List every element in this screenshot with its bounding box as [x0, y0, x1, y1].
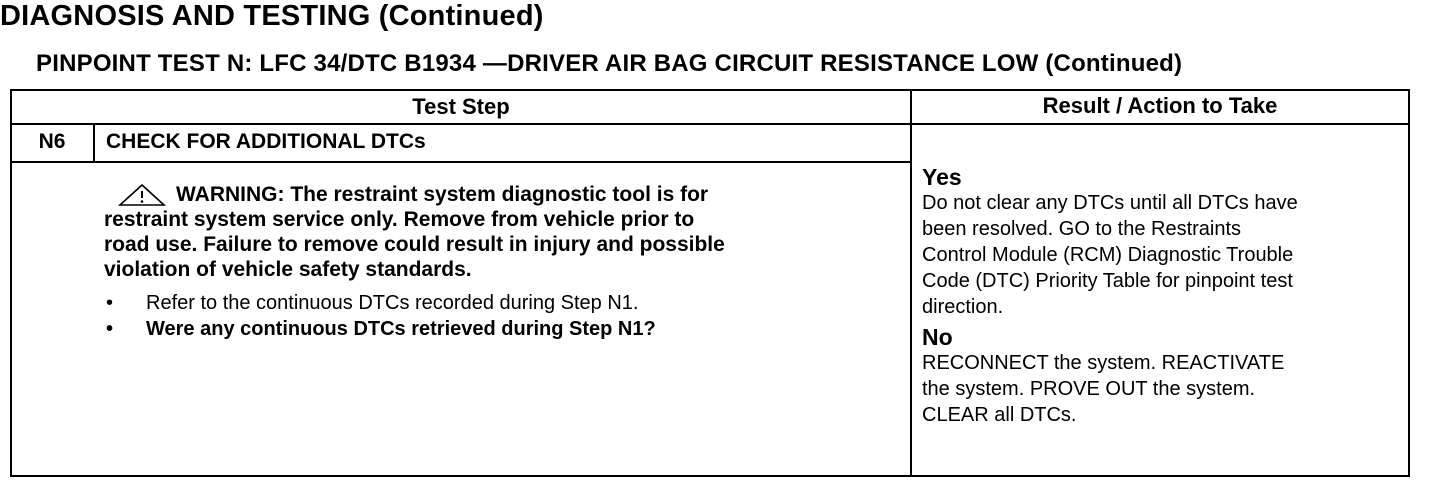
- warning-line: violation of vehicle safety standards.: [104, 258, 472, 281]
- bullet-icon: •: [106, 318, 114, 340]
- result-yes-label: Yes: [922, 164, 962, 190]
- warning-line: WARNING: The restraint system diagnostic tool is for: [176, 183, 709, 206]
- result-no-text: CLEAR all DTCs.: [922, 404, 1077, 426]
- warning-block: [104, 182, 894, 282]
- warning-first-line: [104, 182, 894, 207]
- bullet-icon: •: [106, 292, 114, 314]
- result-yes-text: Control Module (RCM) Diagnostic Trouble: [922, 244, 1294, 266]
- result-yes-text: been resolved. GO to the Restraints: [922, 218, 1242, 240]
- result-yes-text: Code (DTC) Priority Table for pinpoint test: [922, 270, 1293, 292]
- header-divider: [10, 123, 1410, 125]
- instruction-question: Were any continuous DTCs retrieved during Step N1?: [146, 318, 656, 340]
- result-no-text: the system. PROVE OUT the system.: [922, 378, 1256, 400]
- warning-triangle-icon: [116, 183, 168, 207]
- instruction-text: Refer to the continuous DTCs recorded during Step N1.: [146, 292, 639, 314]
- page-heading: DIAGNOSIS AND TESTING (Continued): [0, 0, 544, 32]
- result-yes-text: direction.: [922, 296, 1004, 318]
- result-no-text: RECONNECT the system. REACTIVATE: [922, 352, 1285, 374]
- step-id-divider: [93, 123, 95, 162]
- warning-line: restraint system service only. Remove from vehicle prior to: [104, 208, 695, 231]
- instruction-item: [104, 316, 894, 342]
- step-instructions: [104, 290, 894, 342]
- result-yes-text: Do not clear any DTCs until all DTCs have: [922, 192, 1298, 214]
- instruction-item: [104, 290, 894, 316]
- header-test-step: Test Step: [412, 94, 510, 119]
- pinpoint-test-title: PINPOINT TEST N: LFC 34/DTC B1934 —DRIVER AIR BAG CIRCUIT RESISTANCE LOW (Continued): [36, 50, 1183, 77]
- warning-line: road use. Failure to remove could result in injury and possible: [104, 233, 725, 256]
- column-divider: [910, 89, 912, 477]
- step-id: N6: [38, 130, 66, 153]
- result-action-cell: [922, 164, 1408, 428]
- result-no-label: No: [922, 324, 953, 350]
- step-title: CHECK FOR ADDITIONAL DTCs: [106, 130, 426, 153]
- header-result-action: Result / Action to Take: [1042, 93, 1278, 118]
- step-row-divider: [10, 161, 910, 163]
